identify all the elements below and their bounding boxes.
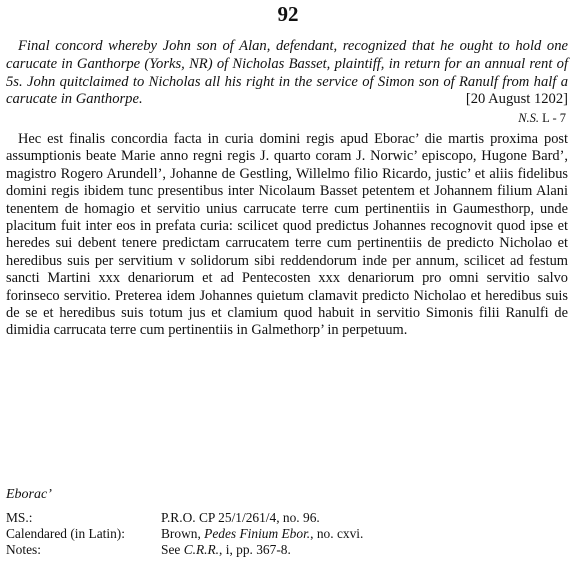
source-metadata	[6, 510, 363, 558]
metadata-value	[161, 542, 291, 558]
metadata-value-prefix: Brown,	[161, 526, 205, 541]
metadata-value-title: Pedes Finium Ebor.	[204, 526, 311, 541]
reference-item: L - 7	[542, 111, 566, 125]
metadata-value-suffix: , i, pp. 367-8.	[219, 542, 291, 557]
metadata-value: P.R.O. CP 25/1/261/4, no. 96.	[161, 510, 320, 525]
place-name: Eborac’	[6, 487, 52, 502]
page-number: 92	[277, 2, 299, 26]
metadata-label: Calendared (in Latin):	[6, 526, 125, 541]
metadata-row-ms	[6, 510, 363, 526]
metadata-label: Notes:	[6, 542, 41, 557]
english-summary	[6, 38, 568, 109]
latin-text: Hec est finalis concordia facta in curia domini regis apud Eborac’ die martis proxima post assumptionis beate Marie anno regni regis J. quarto coram J. Norwic’ episcopo, Hugone Bard’, magistro Rogero Arundell’, Johanne de Gestling, Willelmo filio Ricardo, justic’ et aliis fidelibus domini regis ibidem tunc presentibus inter Nicolaum Basset petentem et Johannem filium Alani tenentem de homagio et servitio unius carrucate terre cum pertinentiis in Gaumesthorp, unde placitum fuit inter eos in prefata curia: scilicet quod predictus Johannes recognovit quod ipse et heredes sui debent tenere predictam carrucatem terre cum pertinentiis de predicto Nicholao et heredibus suis per servitium v solidorum sibi reddendorum inde per annum, scilicet ad festum sancti Martini xxx denariorum et ad Pentecosten xxx denariorum pro omni servitio salvo forinseco servitio. Preterea idem Johannes quietum clamavit predicto Nicholao et heredibus suis de se et heredibus suis totum jus et clamium quod habuit in servitio Simonis filii Ranulfi de dimidia carrucata terre cum pertinentiis in Galmethorp’ in perpetuum.	[6, 131, 568, 339]
metadata-value-prefix: See	[161, 542, 184, 557]
metadata-value-suffix: , no. cxvi.	[310, 526, 364, 541]
metadata-value	[161, 526, 363, 542]
summary-text: Final concord whereby John son of Alan, defendant, recognized that he ought to hold one carucate in Ganthorpe (Yorks, NR) of Nicholas Basset, plaintiff, in return for an annual rent of 5s. John quitclaimed to Nicholas all his right in the service of Simon son of Ranulf from half a carucate in Ganthorpe.	[6, 38, 568, 108]
summary-date: [20 August 1202]	[465, 91, 568, 108]
metadata-row-calendared	[6, 526, 363, 542]
reference-series: N.S.	[518, 111, 540, 125]
metadata-row-notes	[6, 542, 363, 558]
document-reference	[518, 111, 566, 126]
metadata-value-title: C.R.R.	[183, 542, 220, 557]
metadata-label: MS.:	[6, 510, 33, 525]
